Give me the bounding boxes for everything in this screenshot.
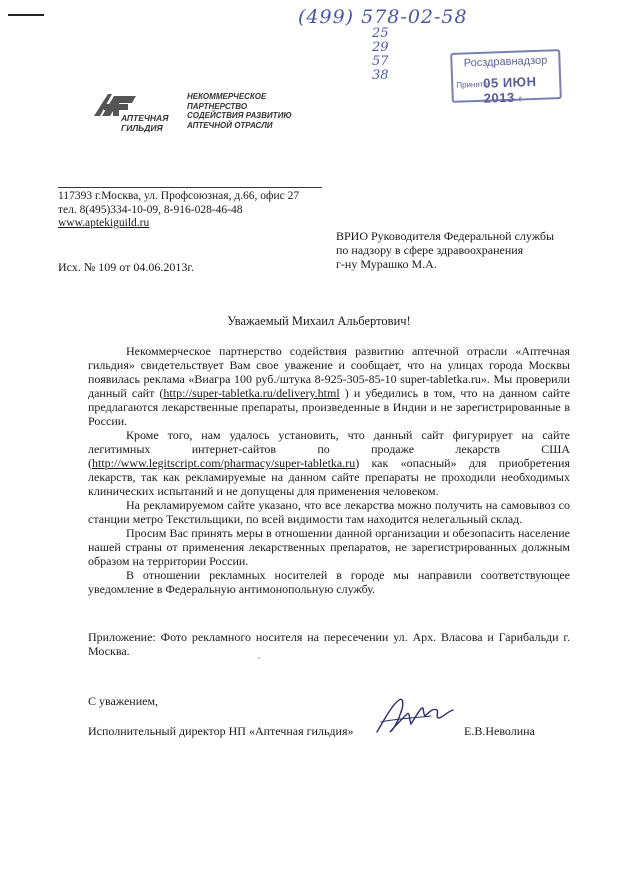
signer-name: Е.В.Неволина xyxy=(464,724,535,738)
handwritten-phone: (499) 578-02-58 xyxy=(298,6,468,28)
org-name: НЕКОММЕРЧЕСКОЕ ПАРТНЕРСТВО СОДЕЙСТВИЯ РАЗВИТИЮ АПТЕЧНОЙ ОТРАСЛИ xyxy=(187,92,292,130)
site-link[interactable]: http://super-tabletka.ru/delivery.html xyxy=(163,386,340,400)
header-divider xyxy=(58,187,322,188)
stamp-date: 05 ИЮН 2013 г xyxy=(482,73,537,106)
paragraph: Просим Вас принять меры в отношении данной организации и обезопасить население нашей страны от применения лекарственных препаратов, не зарегистрированных должным образом на территории России. xyxy=(88,526,570,568)
signature-icon xyxy=(373,692,457,740)
corner-mark xyxy=(8,14,44,16)
stamp-label: Принято xyxy=(456,79,488,90)
received-stamp xyxy=(450,49,562,106)
paragraph: В отношении рекламных носителей в городе мы направили соответствующее уведомление в Федеральную антимонопольную службу. xyxy=(88,568,570,596)
paragraph: Некоммерческое партнерство содействия развитию аптечной отрасли «Аптечная гильдия» свидетельствует Вам свое уважение и сообщает, что на улицах города Москвы появилась реклама «Виагра 100 руб./штука 8-925-305-85-10 super-tabletka.ru». Мы проверили данный сайт (http://super-tabletka.ru/delivery.html ) и убедились в том, что на данном сайте предлагаются лекарственные препараты, произведенные в Индии и не зарегистрированные в России. xyxy=(88,344,570,428)
attachment-note: Приложение: Фото рекламного носителя на пересечении ул. Арх. Власова и Гарибальди г. Москва. xyxy=(88,630,570,658)
scan-speck xyxy=(258,657,260,659)
paragraph: На рекламируемом сайте указано, что все лекарства можно получить на самовывоз со станции метро Текстильщики, по всей видимости там находится нелегальный склад. xyxy=(88,498,570,526)
sender-contacts xyxy=(58,190,299,231)
signer-position: Исполнительный директор НП «Аптечная гильдия» xyxy=(88,724,354,738)
sender-website-link[interactable]: www.aptekiguild.ru xyxy=(58,217,150,229)
letter-body xyxy=(88,344,570,596)
logo-name: АПТЕЧНАЯ ГИЛЬДИЯ xyxy=(121,113,169,133)
handwritten-note: 25 xyxy=(372,26,389,41)
recipient-block: ВРИО Руководителя Федеральной службы по надзору в сфере здравоохранения г-ну Мурашко М.А. xyxy=(336,229,555,271)
sender-address: 117393 г.Москва, ул. Профсоюзная, д.66, офис 27 xyxy=(58,190,300,202)
salutation: Уважаемый Михаил Альбертович! xyxy=(227,314,411,328)
handwritten-note: 38 xyxy=(372,68,389,83)
sender-phone: тел. 8(495)334-10-09, 8-916-028-46-48 xyxy=(58,203,243,216)
closing: С уважением, xyxy=(88,694,159,708)
handwritten-note: 57 xyxy=(372,54,389,69)
paragraph: Кроме того, нам удалось установить, что данный сайт фигурирует на сайте легитимных интернет-сайтов по продаже лекарств США (http://www.legitscript.com/pharmacy/super-tabletka.ru) как «опасный» для приобретения лекарств, так как рекламируемые на данном сайте препараты не проходили необходимых клинических испытаний и не допущены для применения человеком. xyxy=(88,428,570,498)
outgoing-reference: Исх. № 109 от 04.06.2013г. xyxy=(58,260,194,274)
stamp-org: Росздравнадзор xyxy=(463,54,548,70)
legitscript-link[interactable]: http://www.legitscript.com/pharmacy/super-tabletka.ru xyxy=(92,456,356,470)
handwritten-note: 29 xyxy=(372,40,389,55)
